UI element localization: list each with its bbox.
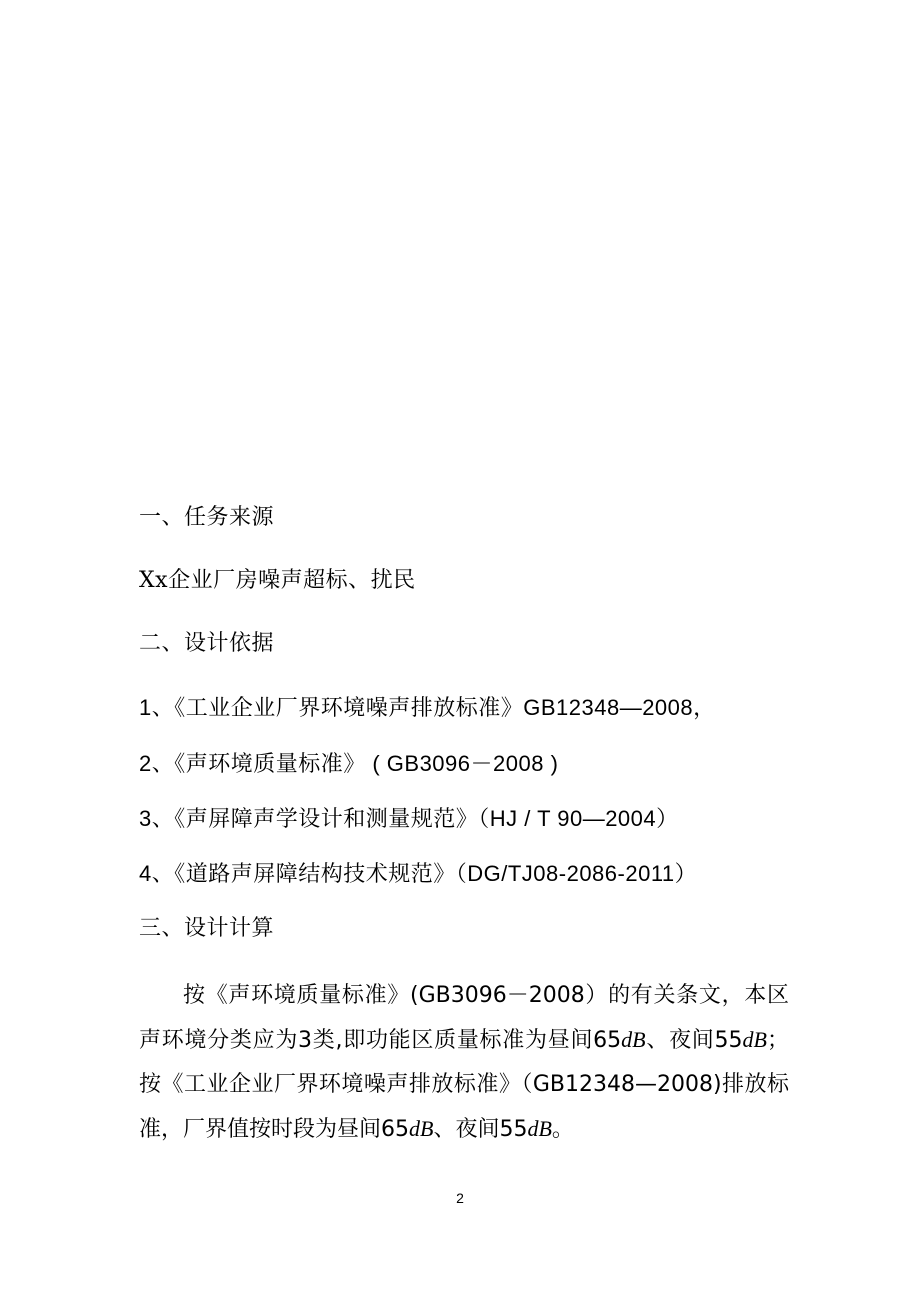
reference-item-2: 2、《声环境质量标准》 ( GB3096－2008 ) bbox=[139, 751, 559, 776]
reference-item-4: 4、《道路声屏障结构技术规范》（DG/TJ08-2086-2011） bbox=[139, 861, 698, 886]
section-1-body: Xx企业厂房噪声超标、扰民 bbox=[139, 568, 416, 593]
unit-db: dB bbox=[742, 1027, 767, 1052]
section-1-title: 一、任务来源 bbox=[139, 505, 275, 530]
paragraph-text-2: 、夜间55 bbox=[645, 1028, 743, 1053]
section-3-paragraph bbox=[139, 974, 789, 1152]
reference-item-1: 1、《工业企业厂界环境噪声排放标准》GB12348—2008， bbox=[139, 695, 716, 720]
section-3-title: 三、设计计算 bbox=[139, 916, 275, 941]
unit-db: dB bbox=[409, 1116, 434, 1141]
section-2-title: 二、设计依据 bbox=[139, 631, 275, 656]
paragraph-text-1: 按《声环境质量标准》(GB3096－2008）的有关条文，本区声环境分类应为3类,即功能区质量标准为昼间65 bbox=[139, 983, 789, 1053]
unit-db: dB bbox=[621, 1027, 646, 1052]
page-number: 2 bbox=[456, 1190, 464, 1206]
paragraph-text-3: ；按《工业企业厂界环境噪声排放标准》（GB12348—2008)排放标准，厂界值按时段为昼间65 bbox=[139, 1028, 789, 1142]
paragraph-text-4: 、夜间55 bbox=[433, 1117, 528, 1142]
paragraph-text-5: 。 bbox=[551, 1117, 574, 1142]
unit-db: dB bbox=[527, 1116, 552, 1141]
reference-item-3: 3、《声屏障声学设计和测量规范》（HJ / T 90—2004） bbox=[139, 806, 679, 831]
